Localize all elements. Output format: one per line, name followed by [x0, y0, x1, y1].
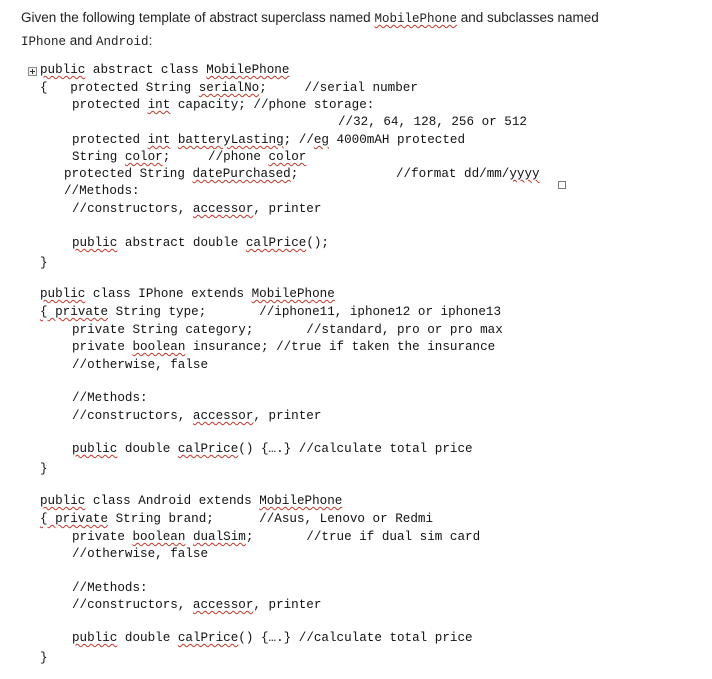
code-line: private String category; //standard, pro or pro max	[72, 323, 503, 337]
resize-handle-icon[interactable]	[558, 181, 566, 189]
intro-text: and subclasses named	[456, 10, 599, 25]
code-line: //32, 64, 128, 256 or 512	[338, 115, 527, 129]
code-line: public abstract double calPrice();	[72, 236, 329, 250]
code-line: //constructors, accessor, printer	[72, 598, 322, 612]
intro-text: and	[66, 33, 97, 48]
code-line: //format dd/mm/yyyy	[396, 167, 540, 181]
intro-class-android: Android	[96, 35, 149, 49]
intro-class-mobilephone: MobilePhone	[374, 12, 457, 26]
code-line: //constructors, accessor, printer	[72, 202, 322, 216]
code-line: String color; //phone color	[72, 150, 307, 164]
code-line: public abstract class MobilePhone	[40, 63, 290, 77]
code-line: protected int batteryLasting; //eg 4000mAH protected	[72, 133, 466, 147]
code-line: protected int capacity; //phone storage:	[72, 98, 375, 112]
code-line: protected String datePurchased;	[64, 167, 299, 181]
code-line: }	[40, 462, 48, 476]
intro-text: :	[148, 33, 153, 48]
code-line: //otherwise, false	[72, 358, 209, 372]
code-line: //Methods:	[72, 581, 148, 595]
code-line: public double calPrice() {….} //calculate total price	[72, 631, 473, 645]
code-line: { protected String serialNo; //serial number	[40, 81, 418, 95]
table-move-handle-icon[interactable]	[28, 67, 37, 76]
question-intro	[21, 7, 701, 53]
code-line: //Methods:	[64, 184, 140, 198]
code-line: { private String brand; //Asus, Lenovo or Redmi	[40, 512, 434, 526]
code-line: { private String type; //iphone11, iphone12 or iphone13	[40, 305, 502, 319]
code-line: public class Android extends MobilePhone	[40, 494, 343, 508]
code-line: //Methods:	[72, 391, 148, 405]
code-line: private boolean insurance; //true if taken the insurance	[72, 340, 496, 354]
code-line: public double calPrice() {….} //calculate total price	[72, 442, 473, 456]
intro-class-iphone: IPhone	[21, 35, 67, 49]
code-line: }	[40, 651, 48, 665]
code-line: }	[40, 256, 48, 270]
code-line: //otherwise, false	[72, 547, 209, 561]
code-line: public class IPhone extends MobilePhone	[40, 287, 335, 301]
intro-text: Given the following template of abstract superclass named	[21, 10, 375, 25]
code-line: //constructors, accessor, printer	[72, 409, 322, 423]
code-line: private boolean dualSim; //true if dual sim card	[72, 530, 481, 544]
